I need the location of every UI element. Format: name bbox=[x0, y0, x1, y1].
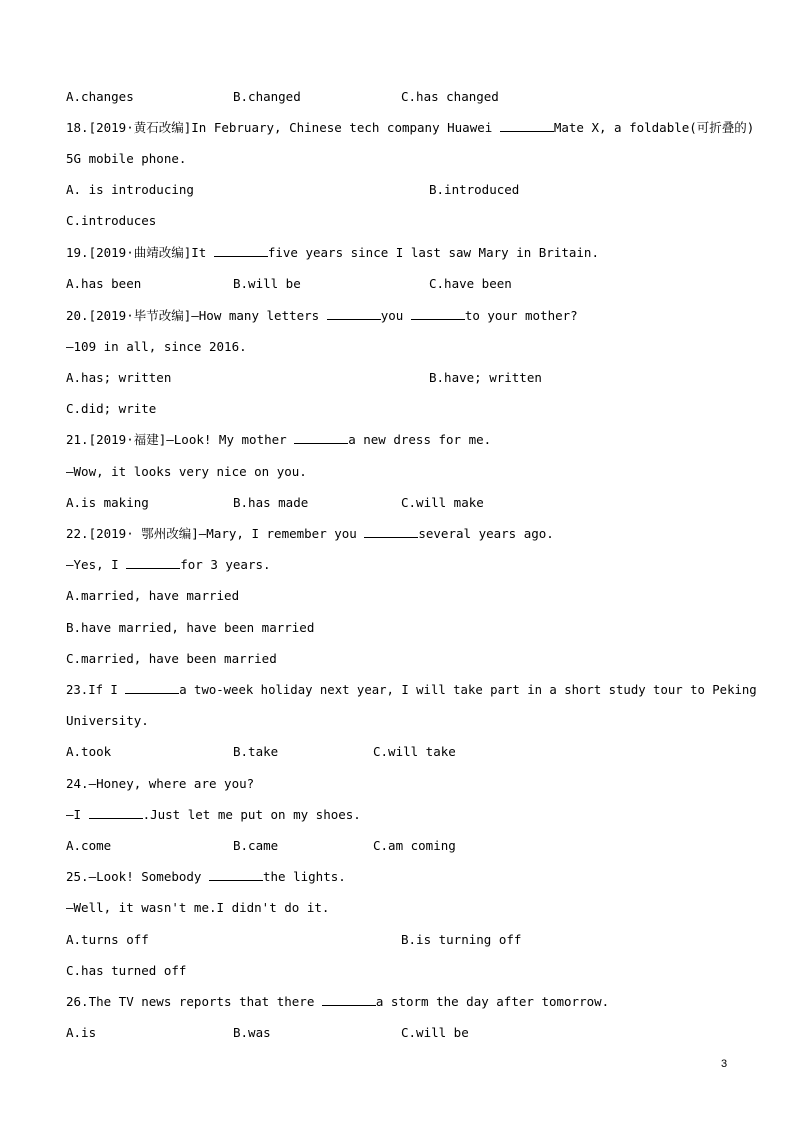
q22-option-b: B.have married, have been married bbox=[66, 620, 315, 635]
q25-option-c: C.has turned off bbox=[66, 963, 187, 978]
q22-option-c: C.married, have been married bbox=[66, 651, 277, 666]
q24-option-c: C.am coming bbox=[373, 838, 456, 853]
q24-stem: 24.—Honey, where are you? bbox=[66, 776, 255, 791]
q20-option-b: B.have; written bbox=[429, 370, 542, 385]
answer-blank bbox=[125, 682, 179, 694]
q17-option-b: B.changed bbox=[233, 89, 301, 104]
q23-option-b: B.take bbox=[233, 744, 279, 759]
q25-reply: —Well, it wasn't me.I didn't do it. bbox=[66, 900, 330, 915]
q26-option-b: B.was bbox=[233, 1025, 271, 1040]
q19-stem: 19.[2019·曲靖改编]It five years since I last saw Mary in Britain. bbox=[66, 245, 599, 260]
q22-stem: 22.[2019· 鄂州改编]—Mary, I remember you several years ago. bbox=[66, 526, 554, 541]
answer-blank bbox=[411, 308, 465, 320]
answer-blank bbox=[214, 245, 268, 257]
q18-stem: 18.[2019·黄石改编]In February, Chinese tech company Huawei Mate X, a foldable(可折叠的) bbox=[66, 120, 755, 135]
q22-reply: —Yes, I for 3 years. bbox=[66, 557, 271, 572]
q18-option-b: B.introduced bbox=[429, 182, 520, 197]
q26-option-c: C.will be bbox=[401, 1025, 469, 1040]
q17-option-a: A.changes bbox=[66, 89, 134, 104]
answer-blank bbox=[126, 557, 180, 569]
answer-blank bbox=[209, 869, 263, 881]
q18-stem-continued: 5G mobile phone. bbox=[66, 151, 187, 166]
q21-option-a: A.is making bbox=[66, 495, 149, 510]
q20-reply: —109 in all, since 2016. bbox=[66, 339, 247, 354]
q24-option-b: B.came bbox=[233, 838, 279, 853]
answer-blank bbox=[294, 432, 348, 444]
answer-blank bbox=[500, 120, 554, 132]
q25-option-b: B.is turning off bbox=[401, 932, 522, 947]
q23-stem: 23.If I a two-week holiday next year, I will take part in a short study tour to Peking bbox=[66, 683, 757, 697]
q26-option-a: A.is bbox=[66, 1025, 97, 1040]
q25-stem: 25.—Look! Somebody the lights. bbox=[66, 869, 346, 884]
q24-reply: —I .Just let me put on my shoes. bbox=[66, 807, 361, 822]
q19-option-b: B.will be bbox=[233, 276, 301, 291]
q21-option-c: C.will make bbox=[401, 495, 484, 510]
q18-option-a: A. is introducing bbox=[66, 182, 194, 197]
q24-option-a: A.come bbox=[66, 838, 112, 853]
answer-blank bbox=[364, 526, 418, 538]
page-number: 3 bbox=[721, 1058, 728, 1070]
answer-blank bbox=[89, 807, 143, 819]
q22-option-a: A.married, have married bbox=[66, 588, 240, 603]
q17-option-c: C.has changed bbox=[401, 89, 499, 104]
q19-option-a: A.has been bbox=[66, 276, 142, 291]
q25-option-a: A.turns off bbox=[66, 932, 149, 947]
q23-option-a: A.took bbox=[66, 744, 112, 759]
q21-option-b: B.has made bbox=[233, 495, 309, 510]
q19-option-c: C.have been bbox=[429, 276, 512, 291]
q18-option-c: C.introduces bbox=[66, 213, 157, 228]
q23-option-c: C.will take bbox=[373, 744, 456, 759]
q20-stem: 20.[2019·毕节改编]—How many letters you to your mother? bbox=[66, 308, 578, 323]
answer-blank bbox=[327, 308, 381, 320]
q20-option-c: C.did; write bbox=[66, 401, 157, 416]
answer-blank bbox=[322, 994, 376, 1006]
q23-stem-continued: University. bbox=[66, 713, 149, 728]
q20-option-a: A.has; written bbox=[66, 370, 172, 385]
q26-stem: 26.The TV news reports that there a storm the day after tomorrow. bbox=[66, 994, 610, 1009]
q21-reply: —Wow, it looks very nice on you. bbox=[66, 464, 307, 479]
q21-stem: 21.[2019·福建]—Look! My mother a new dress for me. bbox=[66, 432, 492, 447]
